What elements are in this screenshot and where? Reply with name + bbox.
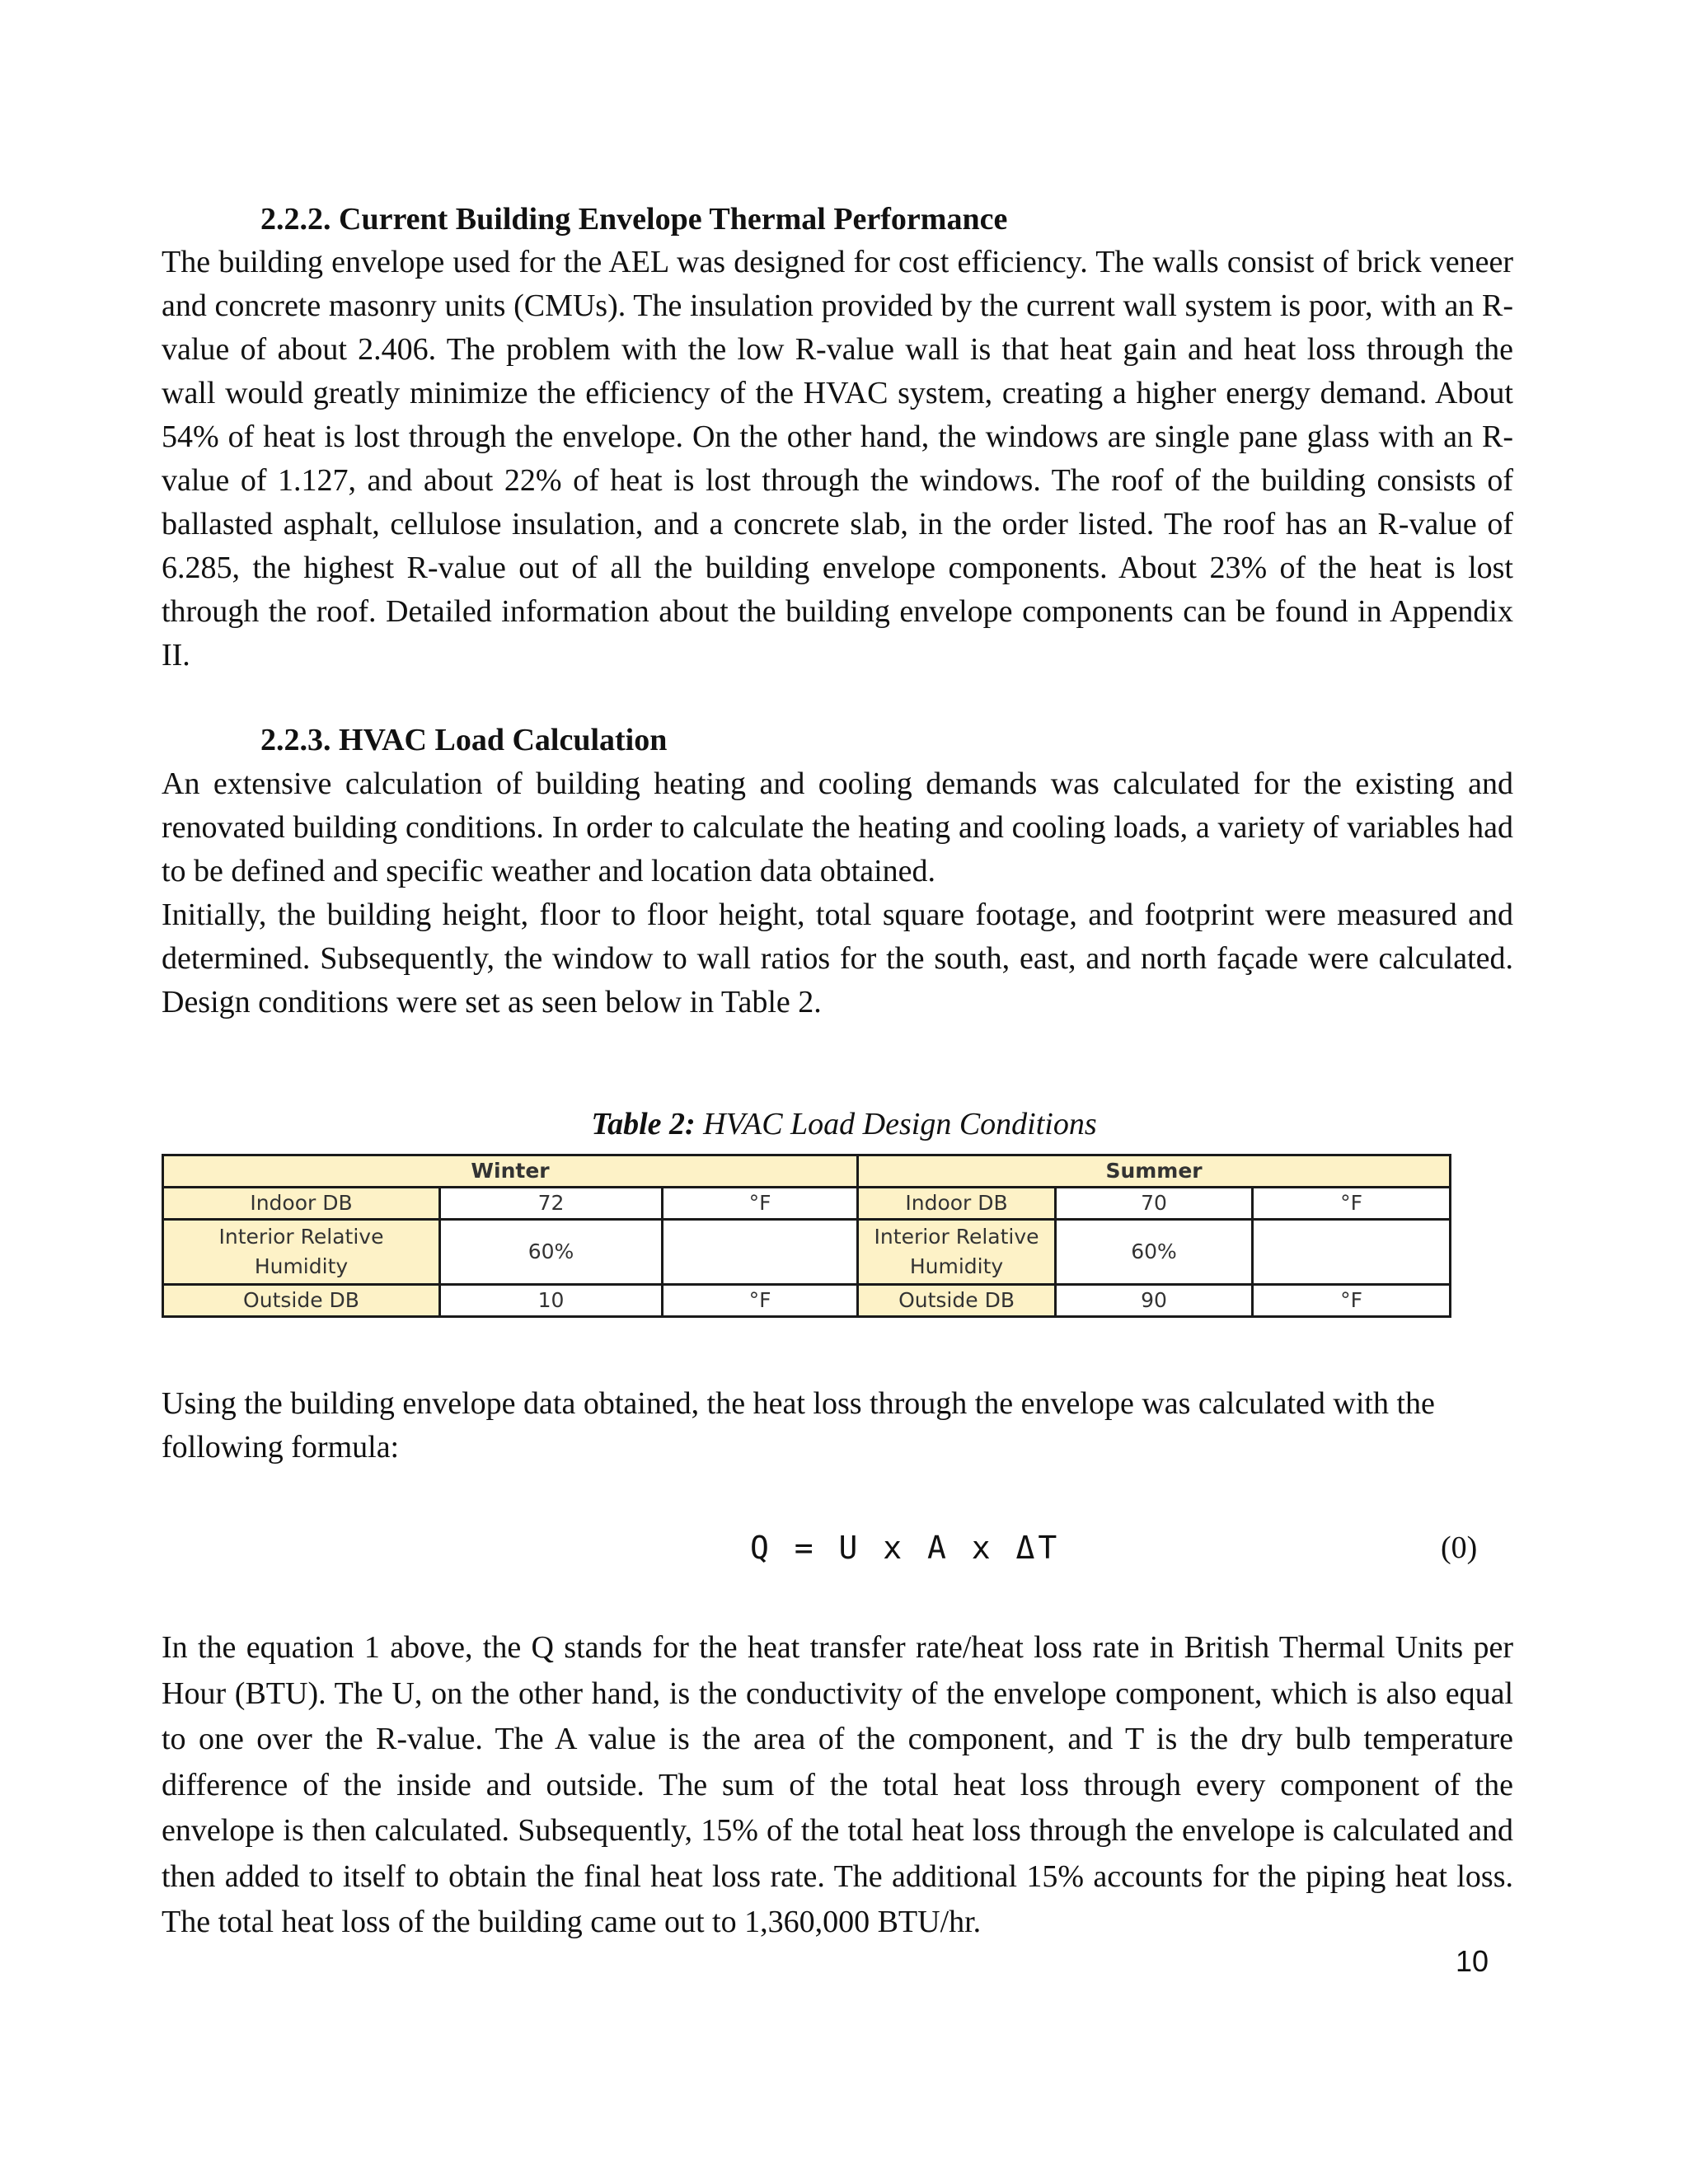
- table-row: [163, 1188, 1451, 1220]
- design-conditions-paragraph: Initially, the building height, floor to floor height, total square footage, and footprint were measured and determined. Subsequently, the window to wall ratios for the south, east, and north façade were calculated. Design conditions were set as seen below in Table 2.: [162, 898, 1513, 1019]
- table-row: [163, 1285, 1451, 1317]
- winter-header: Winter: [163, 1155, 858, 1188]
- section-heading-2-2-3: 2.2.3. HVAC Load Calculation: [260, 723, 668, 757]
- winter-label: Interior Relative Humidity: [163, 1220, 440, 1285]
- summer-value: 70: [1056, 1188, 1253, 1220]
- design-conditions-table: [162, 1154, 1451, 1318]
- winter-unit: [663, 1220, 858, 1285]
- winter-value: 10: [440, 1285, 663, 1317]
- winter-value: 60%: [440, 1220, 663, 1285]
- summer-value: 90: [1056, 1285, 1253, 1317]
- summer-label: Indoor DB: [858, 1188, 1056, 1220]
- summer-header: Summer: [858, 1155, 1451, 1188]
- page-number: 10: [1456, 1944, 1489, 1978]
- section-heading-2-2-2: 2.2.2. Current Building Envelope Thermal Performance: [260, 202, 1008, 237]
- envelope-paragraph: The building envelope used for the AEL was designed for cost efficiency. The walls consist of brick veneer and concrete masonry units (CMUs). The insulation provided by the current wall system is poor, with an R-value of about 2.406. The problem with the low R-value wall is that heat gain and heat loss through the wall would greatly minimize the efficiency of the HVAC system, creating a higher energy demand. About 54% of heat is lost through the envelope. On the other hand, the windows are single pane glass with an R-value of 1.127, and about 22% of heat is lost through the windows. The roof of the building consists of ballasted asphalt, cellulose insulation, and a concrete slab, in the order listed. The roof has an R-value of 6.285, the highest R-value out of all the building envelope components. About 23% of the heat is lost through the roof. Detailed information about the building envelope components can be found in Appendix II.: [162, 245, 1513, 673]
- winter-value: 72: [440, 1188, 663, 1220]
- summer-unit: °F: [1253, 1285, 1451, 1317]
- summer-unit: [1253, 1220, 1451, 1285]
- table-row: [163, 1220, 1451, 1285]
- summer-unit: °F: [1253, 1188, 1451, 1220]
- heat-loss-equation: Q = U x A x ΔT: [750, 1530, 1061, 1566]
- winter-label: Outside DB: [163, 1285, 440, 1317]
- formula-intro-paragraph: Using the building envelope data obtained, the heat loss through the envelope was calculated with the following formula:: [162, 1386, 1435, 1465]
- summer-label: Interior Relative Humidity: [858, 1220, 1056, 1285]
- table-caption-label: Table 2:: [591, 1107, 696, 1141]
- summer-label: Outside DB: [858, 1285, 1056, 1317]
- summer-value: 60%: [1056, 1220, 1253, 1285]
- table-caption-title: HVAC Load Design Conditions: [703, 1107, 1097, 1141]
- equation-explanation-paragraph: In the equation 1 above, the Q stands for the heat transfer rate/heat loss rate in British Thermal Units per Hour (BTU). The U, on the other hand, is the conductivity of the envelope component, which is also equal to one over the R-value. The A value is the area of the component, and T is the dry bulb temperature difference of the inside and outside. The sum of the total heat loss through every component of the envelope is then calculated. Subsequently, 15% of the total heat loss through the envelope is calculated and then added to itself to obtain the final heat loss rate. The additional 15% accounts for the piping heat loss. The total heat loss of the building came out to 1,360,000 BTU/hr.: [162, 1630, 1513, 1939]
- table-caption: [0, 1103, 1688, 1146]
- table-header-row: [163, 1155, 1451, 1188]
- winter-label: Indoor DB: [163, 1188, 440, 1220]
- winter-unit: °F: [663, 1285, 858, 1317]
- winter-unit: °F: [663, 1188, 858, 1220]
- equation-number: (0): [1441, 1530, 1478, 1565]
- hvac-intro-paragraph: An extensive calculation of building heating and cooling demands was calculated for the existing and renovated building conditions. In order to calculate the heating and cooling loads, a variety of variables had to be defined and specific weather and location data obtained.: [162, 766, 1513, 888]
